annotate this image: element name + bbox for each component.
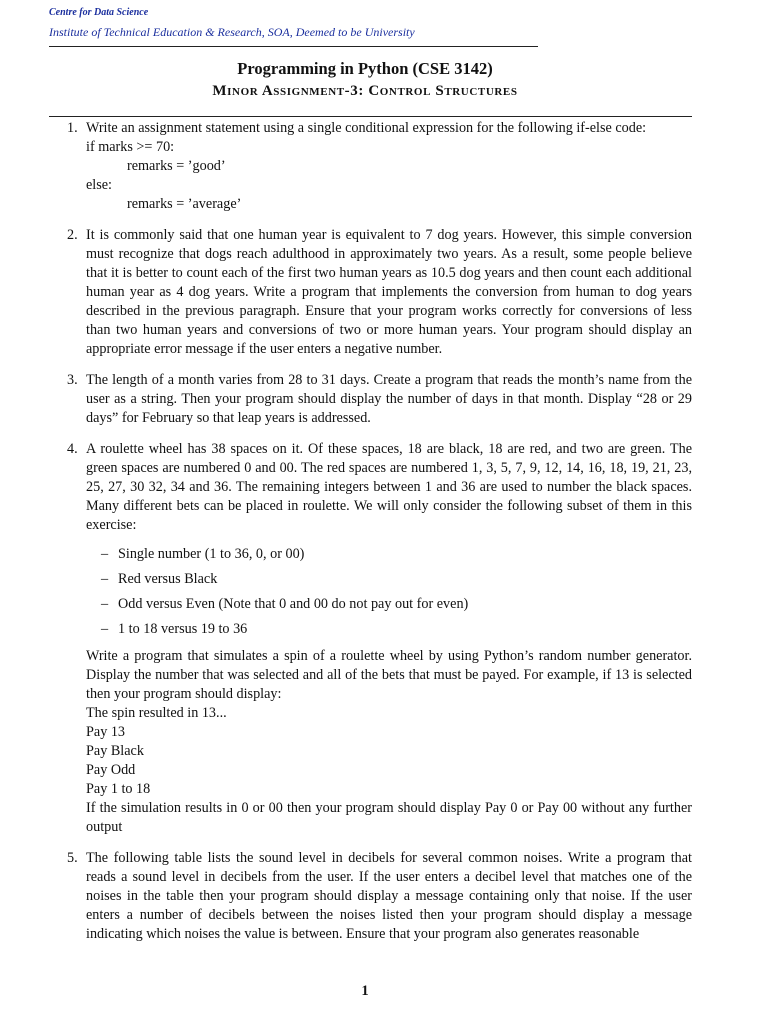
sample-output-line: Pay Black	[86, 743, 144, 759]
bet-label: Red versus Black	[118, 571, 218, 587]
sample-output-line: Pay 1 to 18	[86, 781, 151, 797]
bet-label: 1 to 18 versus 19 to 36	[118, 621, 248, 637]
sample-output-line: The spin resulted in 13...	[86, 705, 227, 721]
code-line: remarks = ’average’	[127, 196, 242, 212]
bet-label: Odd versus Even (Note that 0 and 00 do not pay out for even)	[118, 596, 469, 612]
bet-list-item: – Red versus Black	[101, 571, 218, 587]
question-text: A roulette wheel has 38 spaces on it. Of these spaces, 18 are black, 18 are red, and two are green. The green spaces are numbered 0 and 00. The red spaces are numbered 1, 3, 5, 7, 9, 12, 14, 16, 18, 19, 21, 23, 25, 27, 30 32, 34 and 36. The remaining integers between 1 and 36 are used to number the black spaces. Many different bets can be placed in roulette. We will only consider the following subset of them in this exercise:	[86, 441, 692, 533]
bet-label: Single number (1 to 36, 0, or 00)	[118, 546, 305, 562]
centre-name: Centre for Data Science	[49, 7, 149, 18]
question-text: If the simulation results in 0 or 00 then your program should display Pay 0 or Pay 00 without any further output	[86, 800, 692, 835]
bet-list-item: – 1 to 18 versus 19 to 36	[101, 621, 248, 637]
question-text: Write an assignment statement using a single conditional expression for the following if-else code:	[86, 120, 647, 136]
code-line: remarks = ’good’	[127, 158, 226, 174]
question-number: 5.	[67, 850, 78, 866]
institute-name: Institute of Technical Education & Research, SOA, Deemed to be University	[49, 25, 415, 39]
sample-output-line: Pay 13	[86, 724, 126, 740]
question-1	[49, 119, 692, 214]
question-list	[49, 119, 692, 956]
question-number: 3.	[67, 372, 78, 388]
question-text: Write a program that simulates a spin of a roulette wheel by using Python’s random number generator. Display the number that was selected and all of the bets that must be payed. For example, if 13 is selected then your program should display:	[86, 648, 692, 702]
code-line: else:	[86, 177, 112, 193]
question-text: The length of a month varies from 28 to 31 days. Create a program that reads the month’s name from the user as a string. Then your program should display the number of days in that month. Display “28 or 29 days” for February so that leap years is addressed.	[86, 372, 692, 426]
question-number: 1.	[67, 120, 78, 136]
page-number: 1	[361, 983, 369, 999]
code-line: if marks >= 70:	[86, 139, 175, 155]
title-rule	[49, 116, 692, 117]
question-5	[49, 849, 692, 944]
question-text: The following table lists the sound level in decibels for several common noises. Write a program that reads a sound level in decibels from the user. If the user enters a decibel level that matches one of the noises in the table then your program should display a message containing only that noise. If the user enters a number of decibels between the noises listed then your program should display a message indicating which noises the value is between. Ensure that your program also generates reasonable	[86, 850, 692, 942]
question-4	[49, 440, 692, 837]
course-title: Programming in Python (CSE 3142)	[237, 59, 493, 78]
sample-output-line: Pay Odd	[86, 762, 136, 778]
bet-list-item: – Odd versus Even (Note that 0 and 00 do not pay out for even)	[101, 596, 469, 612]
title-block	[0, 58, 730, 101]
question-3	[49, 371, 692, 428]
bet-list-item: – Single number (1 to 36, 0, or 00)	[101, 546, 305, 562]
question-number: 4.	[67, 441, 78, 457]
bet-list	[86, 545, 692, 639]
question-2	[49, 226, 692, 359]
assignment-title: Minor Assignment-3: Control Structures	[212, 83, 518, 99]
header-rule	[49, 46, 538, 47]
question-text: It is commonly said that one human year is equivalent to 7 dog years. However, this simple conversion must recognize that dogs reach adulthood in approximately two years. As a result, some people believe that it is better to count each of the first two human years as 10.5 dog years and then count each additional human year as 4 dog years. Write a program that implements the conversion from human to dog years described in the previous paragraph. Ensure that your program works correctly for conversions of less than two human years and conversions of two or more human years. Your program should display an appropriate error message if the user enters a negative number.	[86, 227, 692, 357]
document-header	[49, 6, 538, 47]
question-number: 2.	[67, 227, 78, 243]
